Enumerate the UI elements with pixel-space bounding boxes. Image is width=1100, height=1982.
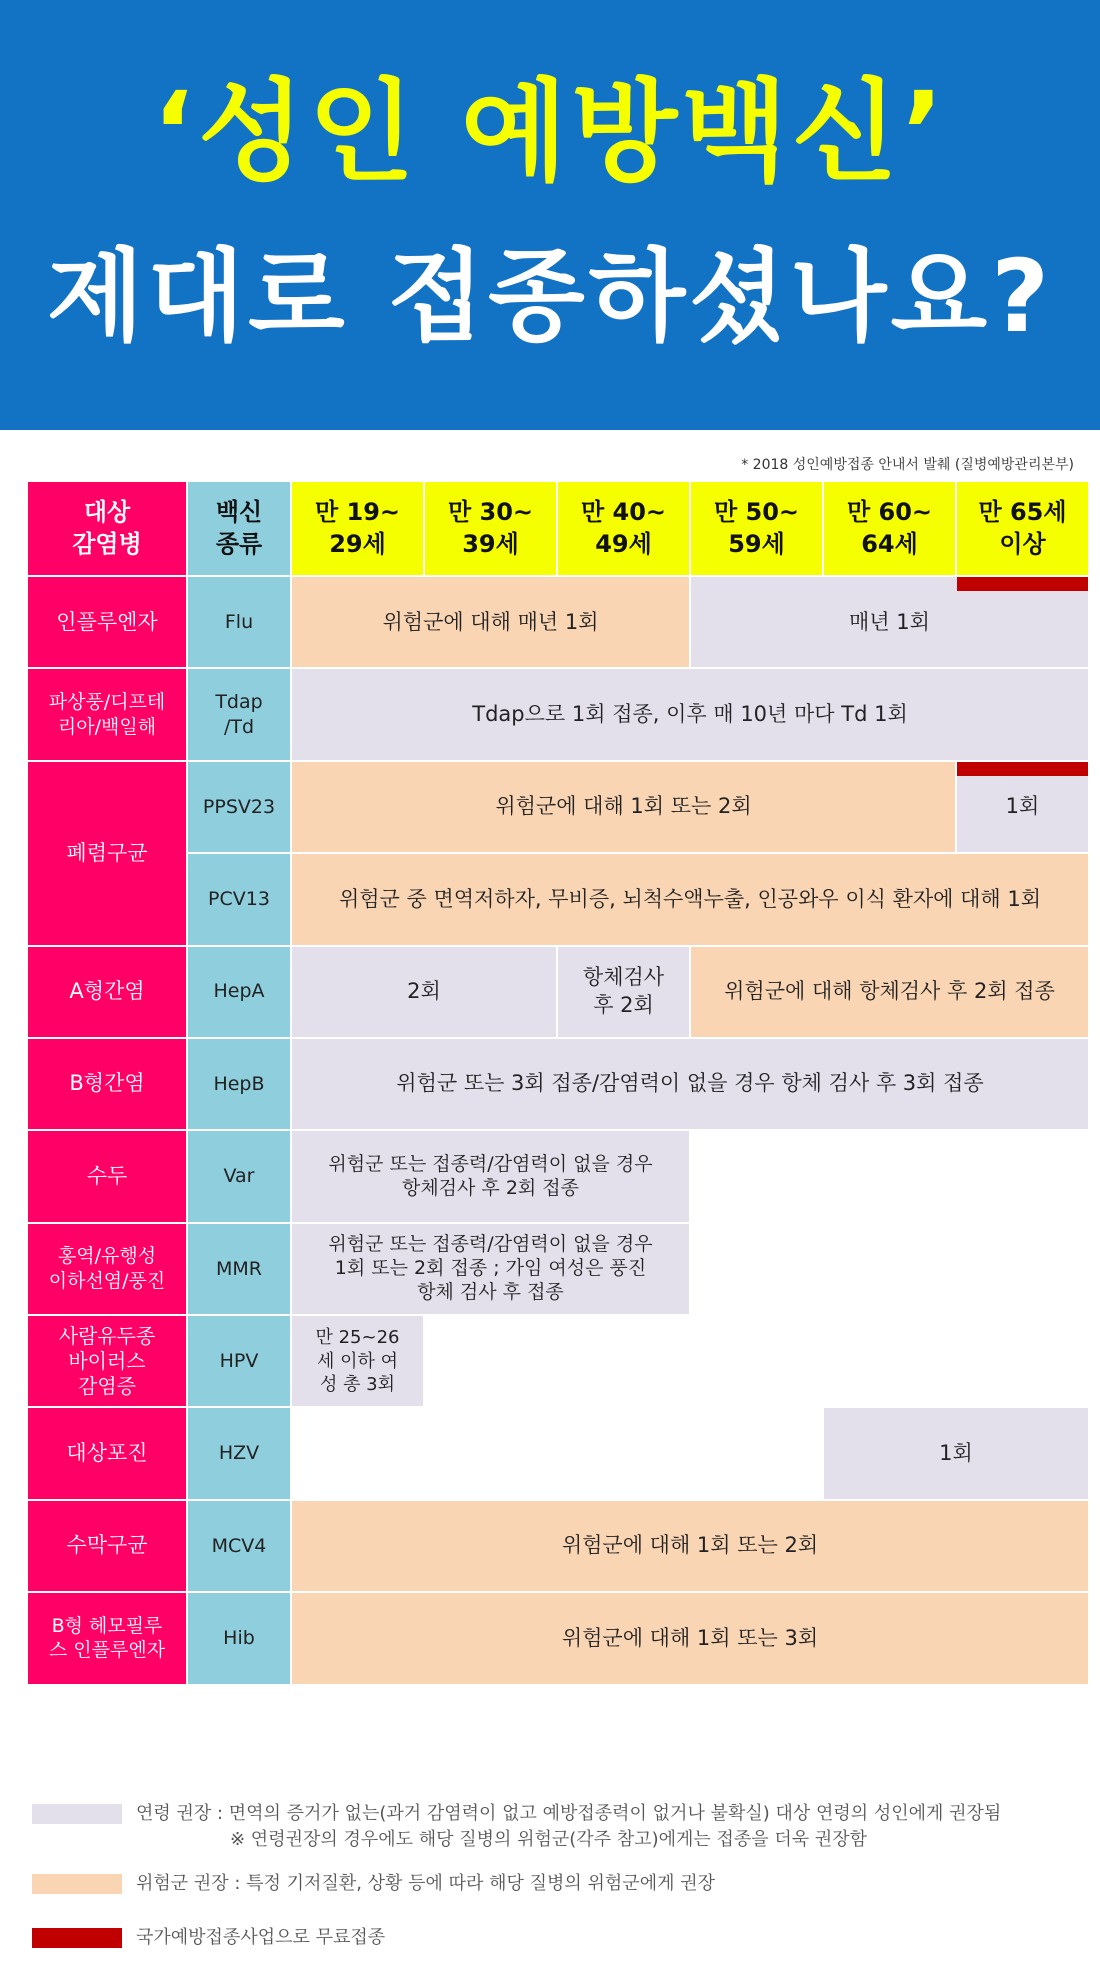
- legend-swatch-age: [32, 1804, 122, 1824]
- vaccine-hpv: HPV: [188, 1316, 290, 1406]
- legend-risk-text: 위험군 권장 : 특정 기저질환, 상황 등에 따라 해당 질병의 위험군에게 권장: [136, 1873, 715, 1894]
- header-disease: 대상 감염병: [28, 482, 186, 575]
- hpv-age-cell: 만 25~26 세 이하 여 성 총 3회: [292, 1316, 423, 1406]
- vaccine-pcv13: PCV13: [188, 854, 290, 944]
- legend-swatch-risk: [32, 1874, 122, 1894]
- header-age-30-39: 만 30~ 39세: [425, 482, 556, 575]
- vaccine-mmr: MMR: [188, 1224, 290, 1314]
- title-line-2: 제대로 접종하셨나요?: [46, 238, 1054, 355]
- disease-influenza: 인플루엔자: [28, 577, 186, 667]
- disease-varicella: 수두: [28, 1131, 186, 1221]
- disease-pneumococcal: 폐렴구균: [28, 762, 186, 945]
- vaccine-flu: Flu: [188, 577, 290, 667]
- ppsv23-risk-cell: 위험군에 대해 1회 또는 2회: [292, 762, 955, 852]
- vaccine-hepb: HepB: [188, 1039, 290, 1129]
- ppsv23-free-marker: [957, 762, 1088, 852]
- disease-tdap: 파상풍/디프테 리아/백일해: [28, 669, 186, 759]
- header-age-19-29: 만 19~ 29세: [292, 482, 423, 575]
- ppsv23-age-cell: 1회: [957, 762, 1088, 852]
- tdap-age-cell: Tdap으로 1회 접종, 이후 매 10년 마다 Td 1회: [292, 669, 1088, 759]
- legend-free-text: 국가예방접종사업으로 무료접종: [136, 1927, 386, 1948]
- vaccine-ppsv23: PPSV23: [188, 762, 290, 852]
- flu-age-cell: 매년 1회: [691, 577, 1088, 667]
- disease-hepatitis-b: B형간염: [28, 1039, 186, 1129]
- legend-risk: [32, 1870, 1072, 1902]
- var-age-cell: 위험군 또는 접종력/감염력이 없을 경우 항체검사 후 2회 접종: [292, 1131, 689, 1221]
- hepa-antibody-cell: 항체검사 후 2회: [558, 947, 689, 1037]
- hib-risk-cell: 위험군에 대해 1회 또는 3회: [292, 1593, 1088, 1683]
- hepa-risk-cell: 위험군에 대해 항체검사 후 2회 접종: [691, 947, 1088, 1037]
- disease-herpes-zoster: 대상포진: [28, 1408, 186, 1498]
- header-age-65-plus: 만 65세 이상: [957, 482, 1088, 575]
- disease-hpv: 사람유두종 바이러스 감염증: [28, 1316, 186, 1406]
- flu-risk-cell: 위험군에 대해 매년 1회: [292, 577, 689, 667]
- title-banner: [0, 0, 1100, 430]
- vaccine-tdap: Tdap /Td: [188, 669, 290, 759]
- vaccine-hib: Hib: [188, 1593, 290, 1683]
- vaccine-mcv4: MCV4: [188, 1501, 290, 1591]
- vaccine-hzv: HZV: [188, 1408, 290, 1498]
- mcv4-risk-cell: 위험군에 대해 1회 또는 2회: [292, 1501, 1088, 1591]
- source-note: * 2018 성인예방접종 안내서 발췌 (질병예방관리본부): [741, 457, 1074, 473]
- vaccine-schedule-table: [28, 482, 1074, 1776]
- mmr-age-cell: 위험군 또는 접종력/감염력이 없을 경우 1회 또는 2회 접종 ; 가임 여성은 풍진 항체 검사 후 접종: [292, 1224, 689, 1314]
- legend-age: [32, 1800, 1072, 1860]
- legend-free: [32, 1924, 1072, 1956]
- disease-mmr: 홍역/유행성 이하선염/풍진: [28, 1224, 186, 1314]
- disease-hepatitis-a: A형간염: [28, 947, 186, 1037]
- flu-free-marker: [957, 577, 1088, 667]
- national-free-bar: [957, 577, 1088, 591]
- header-age-40-49: 만 40~ 49세: [558, 482, 689, 575]
- header-vaccine: 백신 종류: [188, 482, 290, 575]
- hepb-age-cell: 위험군 또는 3회 접종/감염력이 없을 경우 항체 검사 후 3회 접종: [292, 1039, 1088, 1129]
- legend-swatch-free: [32, 1928, 122, 1948]
- national-free-bar: [957, 762, 1088, 776]
- title-line-1: ‘성인 예방백신’: [152, 68, 948, 196]
- vaccine-hepa: HepA: [188, 947, 290, 1037]
- disease-meningococcal: 수막구균: [28, 1501, 186, 1591]
- hepa-age-cell: 2회: [292, 947, 556, 1037]
- pcv13-risk-cell: 위험군 중 면역저하자, 무비증, 뇌척수액누출, 인공와우 이식 환자에 대해 1회: [292, 854, 1088, 944]
- vaccine-var: Var: [188, 1131, 290, 1221]
- hzv-age-cell: 1회: [824, 1408, 1088, 1498]
- legend-age-text: 연령 권장 : 면역의 증거가 없는(과거 감염력이 없고 예방접종력이 없거나 불확실) 대상 연령의 성인에게 권장됨: [136, 1803, 1002, 1824]
- header-age-60-64: 만 60~ 64세: [824, 482, 955, 575]
- legend-age-note: ※ 연령권장의 경우에도 해당 질병의 위험군(각주 참고)에게는 접종을 더욱 권장함: [230, 1829, 868, 1850]
- disease-hib: B형 헤모필루 스 인플루엔자: [28, 1593, 186, 1683]
- header-age-50-59: 만 50~ 59세: [691, 482, 822, 575]
